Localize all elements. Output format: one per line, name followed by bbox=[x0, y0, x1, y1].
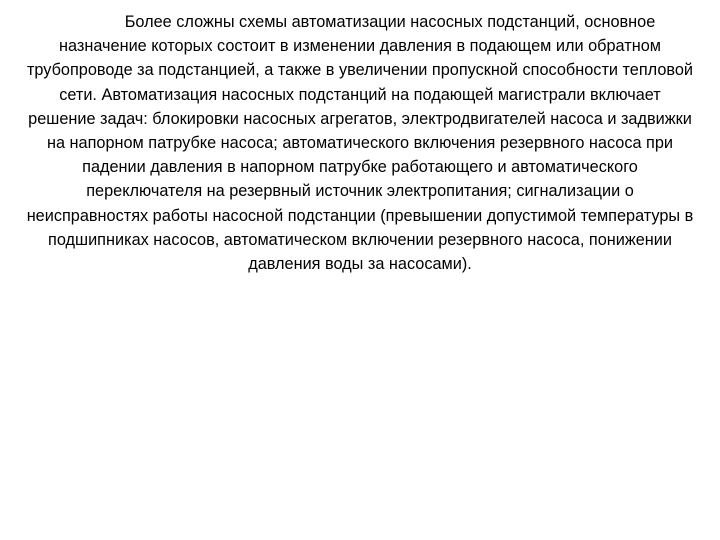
body-paragraph: Более сложны схемы автоматизации насосных подстанций, основное назначение которых состоит в изменении давления в подающем или обратном трубопроводе за подстанцией, а также в увеличении пропускной способности тепловой сети. Автоматизация насосных подстанций на подающей магистрали включает решение задач: блокировки насосных агрегатов, электродвигателей насоса и задвижки на напорном патрубке насоса; автоматического включения резервного насоса при падении давления в напорном патрубке работающего и автоматического переключателя на резервный источник электропитания; сигнализации о неисправностях работы насосной подстанции (превышении допустимой температуры в подшипниках насосов, автоматическом включении резервного насоса, понижении давления воды за насосами). bbox=[26, 13, 694, 274]
